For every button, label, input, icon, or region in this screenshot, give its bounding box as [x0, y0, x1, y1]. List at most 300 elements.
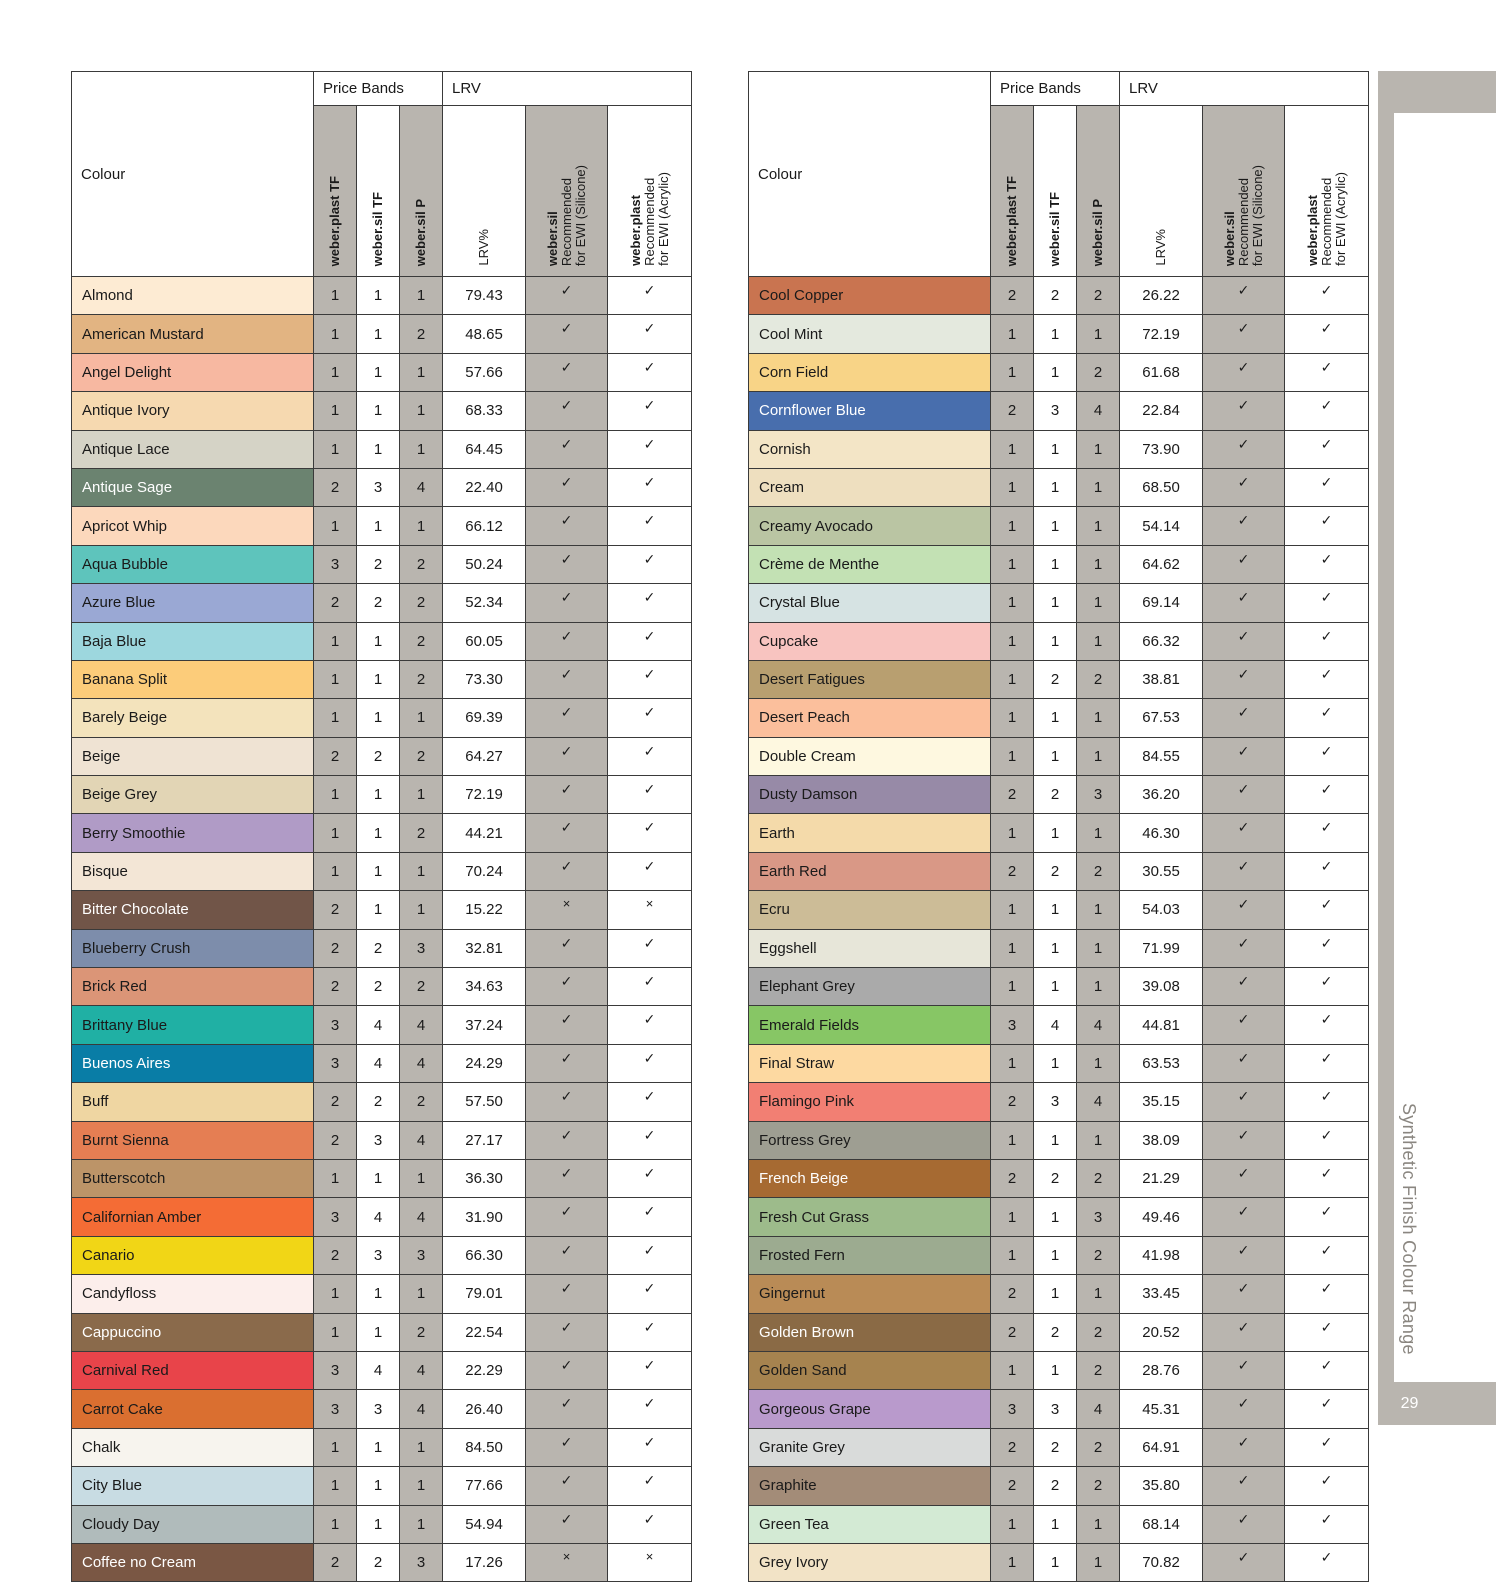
colour-name-cell: Crystal Blue	[749, 584, 991, 622]
lrv-value: 68.14	[1120, 1505, 1203, 1543]
table-row	[749, 430, 1369, 468]
price-band-weberplast-tf: 1	[314, 1467, 357, 1505]
lrv-value: 71.99	[1120, 929, 1203, 967]
weberplast-recommended-mark: ✓	[1285, 392, 1369, 430]
webersil-recommended-mark: ✓	[526, 1236, 608, 1274]
price-band-weberplast-tf: 3	[314, 1390, 357, 1428]
price-band-weberplast-tf: 1	[991, 1236, 1034, 1274]
price-band-weberplast-tf: 2	[314, 1083, 357, 1121]
webersil-recommended-mark: ✓	[526, 968, 608, 1006]
price-band-webersil-p: 3	[400, 929, 443, 967]
price-band-weberplast-tf: 2	[314, 968, 357, 1006]
colour-name-cell: Elephant Grey	[749, 968, 991, 1006]
price-band-webersil-tf: 1	[357, 392, 400, 430]
table-row	[72, 737, 692, 775]
price-band-webersil-tf: 4	[1034, 1006, 1077, 1044]
price-band-weberplast-tf: 1	[991, 1044, 1034, 1082]
lrv-value: 48.65	[443, 315, 526, 353]
webersil-recommended-mark: ✓	[1203, 1351, 1285, 1389]
webersil-recommended-mark: ✓	[526, 1351, 608, 1389]
price-band-weberplast-tf: 1	[314, 392, 357, 430]
lrv-value: 22.84	[1120, 392, 1203, 430]
webersil-recommended-mark: ✓	[1203, 1083, 1285, 1121]
colour-name-cell: Golden Sand	[749, 1351, 991, 1389]
lrv-value: 49.46	[1120, 1198, 1203, 1236]
colour-header: Colour	[749, 72, 991, 277]
price-band-weberplast-tf: 2	[991, 1313, 1034, 1351]
price-band-weberplast-tf: 1	[314, 507, 357, 545]
webersil-recommended-mark: ✓	[1203, 392, 1285, 430]
price-band-weberplast-tf: 1	[991, 1543, 1034, 1581]
table-row	[749, 545, 1369, 583]
table-row	[749, 1543, 1369, 1581]
price-band-webersil-tf: 1	[357, 660, 400, 698]
lrv-value: 64.62	[1120, 545, 1203, 583]
weberplast-recommended-mark: ✓	[1285, 1006, 1369, 1044]
colour-name-cell: Cupcake	[749, 622, 991, 660]
price-band-webersil-tf: 3	[1034, 392, 1077, 430]
colour-name-cell: Creamy Avocado	[749, 507, 991, 545]
price-band-webersil-tf: 1	[357, 1467, 400, 1505]
price-band-webersil-p: 2	[400, 1313, 443, 1351]
colour-name-cell: Frosted Fern	[749, 1236, 991, 1274]
weberplast-recommended-mark: ✓	[1285, 545, 1369, 583]
webersil-recommended-mark: ✓	[1203, 852, 1285, 890]
table-row	[749, 622, 1369, 660]
webersil-recommended-mark: ✓	[1203, 1467, 1285, 1505]
table-row	[72, 1121, 692, 1159]
table-row	[72, 968, 692, 1006]
price-band-webersil-tf: 3	[357, 1121, 400, 1159]
webersil-recommended-mark: ✓	[526, 1083, 608, 1121]
lrv-value: 50.24	[443, 545, 526, 583]
price-band-webersil-tf: 3	[357, 1390, 400, 1428]
colour-name-cell: Apricot Whip	[72, 507, 314, 545]
webersil-recommended-mark: ✓	[1203, 430, 1285, 468]
table-row	[72, 814, 692, 852]
webersil-recommended-mark: ✓	[526, 1044, 608, 1082]
price-band-weberplast-tf: 2	[991, 277, 1034, 315]
price-band-weberplast-tf: 3	[314, 1006, 357, 1044]
colour-name-cell: Baja Blue	[72, 622, 314, 660]
weberplast-recommended-mark: ✓	[608, 584, 692, 622]
lrv-value: 46.30	[1120, 814, 1203, 852]
webersil-recommended-mark: ✓	[526, 660, 608, 698]
weberplast-recommended-mark: ✓	[1285, 1236, 1369, 1274]
table-row	[749, 1236, 1369, 1274]
colour-name-cell: Carnival Red	[72, 1351, 314, 1389]
colour-name-cell: Blueberry Crush	[72, 929, 314, 967]
price-band-webersil-tf: 1	[1034, 1236, 1077, 1274]
lrv-value: 73.90	[1120, 430, 1203, 468]
lrv-value: 35.15	[1120, 1083, 1203, 1121]
colour-name-cell: Banana Split	[72, 660, 314, 698]
weberplast-recommended-mark: ✓	[608, 545, 692, 583]
colour-name-cell: Gorgeous Grape	[749, 1390, 991, 1428]
colour-name-cell: Burnt Sienna	[72, 1121, 314, 1159]
webersil-tf-header: weber.sil TF	[1034, 106, 1077, 277]
webersil-recommended-header: weber.sil Recommended for EWI (Silicone)	[1203, 106, 1285, 277]
price-band-webersil-p: 1	[1077, 737, 1120, 775]
colour-name-cell: Carrot Cake	[72, 1390, 314, 1428]
lrv-value: 79.01	[443, 1275, 526, 1313]
colour-name-cell: American Mustard	[72, 315, 314, 353]
table-row	[72, 1083, 692, 1121]
weberplast-recommended-mark: ✓	[1285, 776, 1369, 814]
weberplast-recommended-mark: ✓	[1285, 430, 1369, 468]
colour-name-cell: Crème de Menthe	[749, 545, 991, 583]
price-band-webersil-p: 1	[400, 852, 443, 890]
webersil-recommended-mark: ✓	[1203, 584, 1285, 622]
weberplast-recommended-mark: ✓	[1285, 277, 1369, 315]
price-band-webersil-p: 2	[400, 545, 443, 583]
colour-name-cell: Brick Red	[72, 968, 314, 1006]
lrv-value: 67.53	[1120, 699, 1203, 737]
table-row	[72, 891, 692, 929]
table-row	[72, 929, 692, 967]
price-band-webersil-tf: 1	[357, 1313, 400, 1351]
price-band-webersil-tf: 1	[1034, 1505, 1077, 1543]
table-row	[749, 699, 1369, 737]
price-band-weberplast-tf: 1	[991, 737, 1034, 775]
table-row	[749, 315, 1369, 353]
colour-name-cell: Fortress Grey	[749, 1121, 991, 1159]
weberplast-recommended-mark: ✓	[1285, 507, 1369, 545]
price-band-webersil-p: 2	[400, 1083, 443, 1121]
webersil-tf-header: weber.sil TF	[357, 106, 400, 277]
price-bands-header: Price Bands	[991, 72, 1120, 106]
price-band-webersil-tf: 1	[1034, 1351, 1077, 1389]
weberplast-recommended-mark: ✓	[608, 1083, 692, 1121]
price-band-weberplast-tf: 1	[314, 660, 357, 698]
price-band-weberplast-tf: 1	[991, 660, 1034, 698]
table-row	[72, 277, 692, 315]
colour-name-cell: Angel Delight	[72, 353, 314, 391]
price-band-webersil-tf: 2	[1034, 1428, 1077, 1466]
price-band-webersil-p: 2	[400, 622, 443, 660]
price-band-weberplast-tf: 1	[991, 545, 1034, 583]
weberplast-recommended-mark: ✓	[1285, 1198, 1369, 1236]
weberplast-recommended-mark: ✓	[1285, 852, 1369, 890]
colour-name-cell: Cappuccino	[72, 1313, 314, 1351]
price-band-webersil-p: 1	[400, 392, 443, 430]
weberplast-recommended-mark: ✓	[1285, 1313, 1369, 1351]
table-row	[72, 430, 692, 468]
table-row	[72, 699, 692, 737]
price-band-webersil-p: 3	[1077, 776, 1120, 814]
price-band-webersil-p: 1	[1077, 315, 1120, 353]
lrv-value: 28.76	[1120, 1351, 1203, 1389]
price-band-webersil-p: 2	[1077, 852, 1120, 890]
webersil-recommended-mark: ✓	[526, 468, 608, 506]
weberplast-recommended-mark: ✓	[1285, 1121, 1369, 1159]
table-row	[72, 1351, 692, 1389]
price-band-weberplast-tf: 1	[991, 814, 1034, 852]
colour-name-cell: Gingernut	[749, 1275, 991, 1313]
price-band-webersil-tf: 1	[1034, 1121, 1077, 1159]
price-band-webersil-p: 1	[1077, 1044, 1120, 1082]
webersil-recommended-mark: ✓	[1203, 1198, 1285, 1236]
table-row	[749, 1006, 1369, 1044]
weberplast-recommended-mark: ✓	[1285, 660, 1369, 698]
weberplast-recommended-mark: ✓	[1285, 1467, 1369, 1505]
price-band-webersil-p: 1	[1077, 468, 1120, 506]
weberplast-recommended-mark: ✓	[1285, 1505, 1369, 1543]
webersil-recommended-mark: ✓	[526, 315, 608, 353]
table-row	[749, 584, 1369, 622]
price-band-webersil-tf: 2	[1034, 852, 1077, 890]
table-row	[749, 1275, 1369, 1313]
weberplast-recommended-mark: ✓	[608, 468, 692, 506]
price-band-webersil-p: 2	[1077, 1236, 1120, 1274]
table-row	[72, 1198, 692, 1236]
price-band-weberplast-tf: 2	[314, 1121, 357, 1159]
lrv-value: 64.45	[443, 430, 526, 468]
lrv-value: 37.24	[443, 1006, 526, 1044]
lrv-value: 26.22	[1120, 277, 1203, 315]
price-band-webersil-tf: 1	[357, 891, 400, 929]
price-band-weberplast-tf: 2	[991, 1275, 1034, 1313]
price-band-webersil-p: 1	[1077, 1543, 1120, 1581]
weberplast-recommended-mark: ✓	[608, 277, 692, 315]
price-band-weberplast-tf: 1	[991, 430, 1034, 468]
lrv-value: 72.19	[443, 776, 526, 814]
webersil-recommended-mark: ✓	[1203, 1159, 1285, 1197]
price-band-webersil-p: 2	[1077, 1313, 1120, 1351]
weberplast-recommended-mark: ✓	[608, 1159, 692, 1197]
price-band-weberplast-tf: 1	[314, 1505, 357, 1543]
webersil-recommended-mark: ✓	[1203, 1275, 1285, 1313]
lrv-value: 41.98	[1120, 1236, 1203, 1274]
price-band-webersil-tf: 1	[357, 1275, 400, 1313]
price-band-weberplast-tf: 1	[991, 622, 1034, 660]
weberplast-recommended-mark: ✓	[608, 1044, 692, 1082]
price-band-webersil-p: 2	[1077, 1159, 1120, 1197]
colour-name-cell: Beige Grey	[72, 776, 314, 814]
price-band-webersil-p: 4	[400, 1044, 443, 1082]
price-band-webersil-tf: 1	[1034, 1198, 1077, 1236]
colour-name-cell: Flamingo Pink	[749, 1083, 991, 1121]
weberplast-recommended-mark: ✓	[608, 814, 692, 852]
weberplast-recommended-mark: ✓	[1285, 584, 1369, 622]
page-number: 29	[1394, 1383, 1425, 1425]
weberplast-recommended-mark: ✓	[608, 699, 692, 737]
weberplast-recommended-mark: ✓	[608, 1275, 692, 1313]
price-band-weberplast-tf: 2	[991, 1428, 1034, 1466]
price-band-webersil-tf: 1	[1034, 584, 1077, 622]
colour-name-cell: Aqua Bubble	[72, 545, 314, 583]
price-band-webersil-p: 2	[1077, 1467, 1120, 1505]
lrv-value: 63.53	[1120, 1044, 1203, 1082]
price-band-weberplast-tf: 1	[991, 1351, 1034, 1389]
price-band-weberplast-tf: 1	[991, 891, 1034, 929]
price-band-webersil-tf: 2	[357, 929, 400, 967]
webersil-recommended-mark: ✓	[1203, 545, 1285, 583]
colour-name-cell: Antique Lace	[72, 430, 314, 468]
table-row	[72, 584, 692, 622]
lrv-value: 66.32	[1120, 622, 1203, 660]
price-band-webersil-p: 4	[1077, 392, 1120, 430]
price-band-webersil-tf: 1	[357, 1428, 400, 1466]
price-band-webersil-p: 2	[400, 660, 443, 698]
price-band-webersil-tf: 3	[357, 468, 400, 506]
webersil-recommended-mark: ✓	[1203, 1121, 1285, 1159]
lrv-value: 21.29	[1120, 1159, 1203, 1197]
colour-name-cell: Cloudy Day	[72, 1505, 314, 1543]
lrv-header: LRV	[443, 72, 692, 106]
webersil-recommended-mark: ✓	[1203, 622, 1285, 660]
webersil-recommended-mark: ✓	[1203, 814, 1285, 852]
weberplast-recommended-mark: ✓	[1285, 1275, 1369, 1313]
price-band-webersil-p: 2	[400, 814, 443, 852]
weberplast-recommended-mark: ✓	[608, 1467, 692, 1505]
colour-table-right	[748, 71, 1369, 1582]
lrv-value: 31.90	[443, 1198, 526, 1236]
price-band-weberplast-tf: 1	[314, 430, 357, 468]
lrv-value: 84.55	[1120, 737, 1203, 775]
price-band-webersil-p: 2	[400, 315, 443, 353]
table-row	[749, 968, 1369, 1006]
weberplast-recommended-mark: ✓	[608, 1351, 692, 1389]
table-row	[72, 1159, 692, 1197]
colour-name-cell: Earth	[749, 814, 991, 852]
colour-name-cell: Final Straw	[749, 1044, 991, 1082]
table-row	[72, 1390, 692, 1428]
price-band-webersil-p: 2	[1077, 1351, 1120, 1389]
price-band-webersil-tf: 2	[357, 737, 400, 775]
price-band-webersil-p: 2	[400, 968, 443, 1006]
price-band-weberplast-tf: 2	[991, 776, 1034, 814]
table-row	[72, 1505, 692, 1543]
table-row	[749, 1505, 1369, 1543]
price-band-weberplast-tf: 1	[991, 353, 1034, 391]
webersil-recommended-mark: ✓	[1203, 737, 1285, 775]
price-band-weberplast-tf: 1	[991, 1121, 1034, 1159]
price-band-webersil-p: 4	[400, 1198, 443, 1236]
price-band-weberplast-tf: 1	[991, 507, 1034, 545]
price-band-webersil-tf: 1	[1034, 430, 1077, 468]
table-row	[749, 1044, 1369, 1082]
price-band-weberplast-tf: 1	[314, 622, 357, 660]
price-band-webersil-p: 1	[400, 1275, 443, 1313]
price-band-webersil-tf: 1	[1034, 814, 1077, 852]
weberplast-recommended-mark: ✓	[1285, 891, 1369, 929]
price-band-webersil-tf: 2	[357, 968, 400, 1006]
webersil-recommended-mark: ✓	[526, 1121, 608, 1159]
colour-name-cell: Corn Field	[749, 353, 991, 391]
price-band-webersil-tf: 2	[1034, 776, 1077, 814]
weberplast-recommended-mark: ✓	[608, 1121, 692, 1159]
lrv-value: 66.30	[443, 1236, 526, 1274]
webersil-recommended-mark: ✓	[1203, 1044, 1285, 1082]
price-band-weberplast-tf: 2	[991, 852, 1034, 890]
lrv-value: 54.14	[1120, 507, 1203, 545]
price-band-weberplast-tf: 1	[991, 929, 1034, 967]
price-band-weberplast-tf: 1	[314, 776, 357, 814]
webersil-p-header: weber.sil P	[400, 106, 443, 277]
table-row	[72, 660, 692, 698]
price-band-weberplast-tf: 2	[314, 891, 357, 929]
colour-name-cell: Antique Ivory	[72, 392, 314, 430]
price-band-webersil-tf: 1	[357, 430, 400, 468]
table-row	[72, 622, 692, 660]
price-band-webersil-p: 1	[400, 1467, 443, 1505]
lrv-value: 72.19	[1120, 315, 1203, 353]
weberplast-recommended-mark: ✓	[608, 353, 692, 391]
weberplast-recommended-mark: ×	[608, 891, 692, 929]
price-band-weberplast-tf: 1	[991, 968, 1034, 1006]
weberplast-recommended-mark: ✓	[608, 392, 692, 430]
table-row	[749, 814, 1369, 852]
price-band-webersil-tf: 1	[357, 852, 400, 890]
weberplast-recommended-mark: ✓	[1285, 814, 1369, 852]
lrv-value: 15.22	[443, 891, 526, 929]
table-row	[749, 776, 1369, 814]
price-band-webersil-p: 1	[400, 1505, 443, 1543]
webersil-recommended-mark: ✓	[526, 353, 608, 391]
webersil-recommended-mark: ✓	[526, 929, 608, 967]
colour-name-cell: Double Cream	[749, 737, 991, 775]
weberplast-recommended-mark: ✓	[1285, 929, 1369, 967]
price-band-webersil-p: 1	[400, 891, 443, 929]
lrv-value: 70.82	[1120, 1543, 1203, 1581]
lrv-value: 33.45	[1120, 1275, 1203, 1313]
table-row	[72, 776, 692, 814]
weberplast-recommended-mark: ✓	[608, 1198, 692, 1236]
colour-name-cell: Fresh Cut Grass	[749, 1198, 991, 1236]
lrv-value: 22.29	[443, 1351, 526, 1389]
lrv-value: 35.80	[1120, 1467, 1203, 1505]
table-row	[72, 468, 692, 506]
price-band-webersil-p: 3	[400, 1236, 443, 1274]
price-band-weberplast-tf: 1	[314, 814, 357, 852]
price-band-webersil-p: 2	[1077, 353, 1120, 391]
price-band-webersil-tf: 1	[1034, 968, 1077, 1006]
price-band-weberplast-tf: 1	[314, 353, 357, 391]
lrv-value: 38.09	[1120, 1121, 1203, 1159]
colour-name-cell: Brittany Blue	[72, 1006, 314, 1044]
price-band-webersil-tf: 2	[1034, 660, 1077, 698]
price-band-webersil-p: 1	[1077, 545, 1120, 583]
table-row	[749, 1159, 1369, 1197]
price-band-weberplast-tf: 2	[991, 1083, 1034, 1121]
price-band-webersil-tf: 4	[357, 1006, 400, 1044]
price-band-weberplast-tf: 3	[314, 545, 357, 583]
price-band-weberplast-tf: 1	[314, 1313, 357, 1351]
lrv-value: 60.05	[443, 622, 526, 660]
price-band-webersil-tf: 1	[1034, 468, 1077, 506]
weberplast-recommended-mark: ✓	[1285, 622, 1369, 660]
price-band-webersil-tf: 1	[357, 315, 400, 353]
weberplast-recommended-mark: ✓	[608, 430, 692, 468]
price-band-webersil-p: 4	[400, 1351, 443, 1389]
webersil-p-header: weber.sil P	[1077, 106, 1120, 277]
price-band-webersil-p: 1	[400, 353, 443, 391]
weberplast-recommended-mark: ✓	[1285, 353, 1369, 391]
price-band-webersil-p: 1	[400, 507, 443, 545]
webersil-recommended-mark: ✓	[526, 507, 608, 545]
colour-name-cell: Dusty Damson	[749, 776, 991, 814]
colour-name-cell: Eggshell	[749, 929, 991, 967]
webersil-recommended-mark: ✓	[1203, 968, 1285, 1006]
colour-name-cell: Cornish	[749, 430, 991, 468]
table-row	[72, 852, 692, 890]
weberplast-tf-header: weber.plast TF	[314, 106, 357, 277]
lrv-value: 39.08	[1120, 968, 1203, 1006]
price-band-weberplast-tf: 2	[991, 1467, 1034, 1505]
price-band-webersil-tf: 3	[1034, 1083, 1077, 1121]
weberplast-recommended-mark: ✓	[608, 968, 692, 1006]
